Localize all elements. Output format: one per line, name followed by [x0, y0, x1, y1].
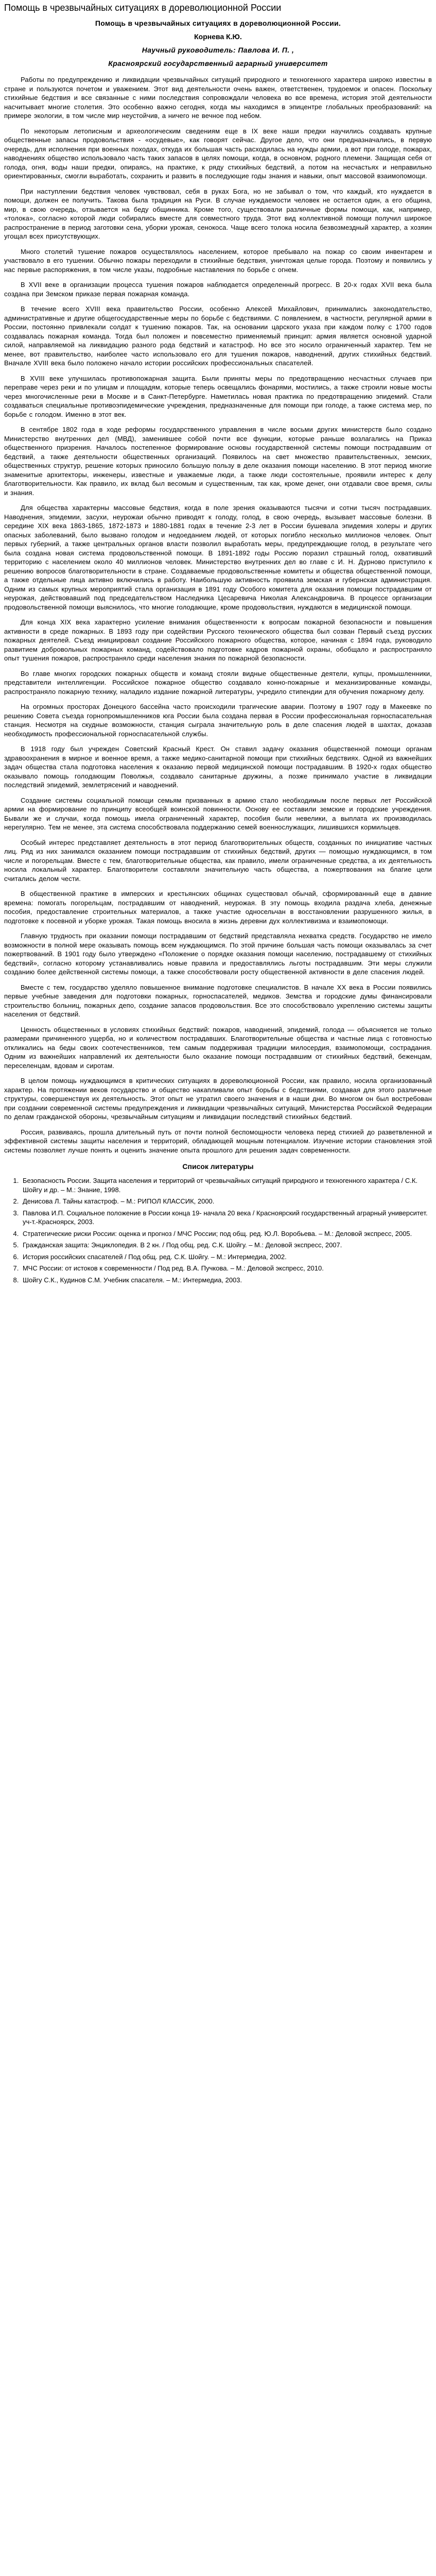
- reference-item: 2. Денисова Л. Тайны катастроф. – М.: РИПОЛ КЛАССИК, 2000.: [21, 1197, 432, 1206]
- body-paragraph: Создание системы социальной помощи семьям призванных в армию стало необходимым после первых лет Российской армии на формирование по принципу всеобщей воинской повинности. Основу ее составили земские и городские учреждения. Бывали же и случаи, когда помощь имела ограниченный характер, пособия были невелики, а выплата их производилась нерегулярно. Тем не менее, эта система способствовала поддержанию семей военнослужащих, лишившихся кормильцев.: [4, 796, 432, 831]
- body-paragraph: Вместе с тем, государство уделяло повышенное внимание подготовке специалистов. В начале XX века в России появились первые учебные заведения для подготовки пожарных, горноспасателей, медиков. Земства и городские думы финансировали строительство больниц, пожарных депо, создание запасов продовольствия. Все это способствовало укреплению системы защиты населения от бедствий.: [4, 983, 432, 1018]
- body-paragraph: При наступлении бедствия человек чувствовал, себя в руках Бога, но не забывал о том, что каждый, кто нуждается в помощи, должен ее получить. Такова была традиция на Руси. В случае нуждаемости человек не остается один, а его община, мир, в свою очередь, отзывается на беду общинника. Кроме того, существовали различные формы помощи, как, например, «толока», согласно которой люди собирались вместе для совместного труда. Этот вид коллективной помощи получил широкое распространение в период заготовки сена, уборки урожая, сенокоса. Чаще всего толока носила безвозмездный характер, а хозяин угощал всех присутствующих.: [4, 187, 432, 240]
- body-paragraph: В общественной практике в имперских и крестьянских общинах существовал обычай, сформированный еще в давние времена: помогать погорельцам, пострадавшим от наводнений, неурожая. В эту помощь входила раздача хлеба, денежные пособия, предоставление строительных материалов, а также участие односельчан в восстановлении разрушенного жилья, в подготовке к посевной и уборке урожая. Такая помощь вносила в жизнь деревни дух коллективизма и взаимопомощи.: [4, 890, 432, 925]
- article-subtitle: Помощь в чрезвычайных ситуациях в дореволюционной России.: [95, 19, 341, 27]
- body-paragraph: Во главе многих городских пожарных обществ и команд стояли видные общественные деятели, купцы, промышленники, представители интеллигенции. Российское пожарное общество создавало конно-пожарные и механизированные команды, распространяло пожарную технику, наладило издание пожарной литературы, учредило стипендии для обучения пожарному делу.: [4, 669, 432, 696]
- body-paragraph: Россия, развиваясь, прошла длительный путь от почти полной беспомощности человека перед стихией до разветвленной и эффективной системы защиты населения и территорий, обладающей мощным потенциалом. Изучение истории становления этой системы позволяет лучше понять и оценить значение опыта прошлого для решения задач современности.: [4, 1128, 432, 1154]
- body-paragraph: В XVII веке в организации процесса тушения пожаров наблюдается определенный прогресс. В 20-х годах XVII века была создана при Земском приказе первая пожарная команда.: [4, 281, 432, 298]
- university-name: Красноярский государственный аграрный университет: [108, 59, 328, 67]
- author-name: Корнева К.Ю.: [194, 32, 242, 41]
- document-title: Помощь в чрезвычайных ситуациях в дореволюционной России: [4, 3, 282, 13]
- body-paragraph: Работы по предупреждению и ликвидации чрезвычайных ситуаций природного и техногенного характера широко известны в стране и пользуются почетом и уважением. Этот вид деятельности очень важен, ответственен, трудоемок и опасен. Поскольку стихийные бедствия и все связанные с ними последствия сопровождали человека во все времена, история этой деятельности насчитывает многие столетия. Это особенно важно сегодня, когда мы находимся в эпицентре глобальных преобразований: на примере экологии, в том числе мир неустойчив, а ничего не вечное под небом.: [4, 76, 432, 120]
- body-paragraph: На огромных просторах Донецкого бассейна часто происходили трагические аварии. Поэтому в 1907 году в Макеевке по решению Совета съезда горнопромышленников юга России была создана первая в России профессиональная горноспасательная станция. Несмотря на скудные возможности, станция сыграла значительную роль в деле спасения людей в шахтах, доказав необходимость профессиональной горноспасательной службы.: [4, 703, 432, 738]
- body-paragraph: Много столетий тушение пожаров осуществлялось населением, которое пребывало на пожар со своим инвентарем и участвовало в его тушении. Обычно пожары переходили в стихийные бедствия, уничтожая целые города. Поэтому и появились у нас первые распоряжения, в том числе указы, подробные наставления по борьбе с огнем.: [4, 247, 432, 274]
- reference-item: 7. МЧС России: от истоков к современности / Под ред. В.А. Пучкова. – М.: Деловой экспресс, 2010.: [21, 1264, 432, 1273]
- body-paragraph: В целом помощь нуждающимся в критических ситуациях в дореволюционной России, как правило, носила организованный характер. На протяжении веков государство и общество накапливали опыт борьбы с бедствиями, создавая для этого различные структуры, совершенствуя их деятельность. Этот опыт не утратил своего значения и в наши дни. Во многом он был востребован при создании современной системы предупреждения и ликвидации чрезвычайных ситуаций, Министерства Российской Федерации по делам гражданской обороны, чрезвычайным ситуациям и ликвидации последствий стихийных бедствий.: [4, 1077, 432, 1121]
- reference-item: 6. История российских спасателей / Под общ. ред. С.К. Шойгу. – М.: Интермедиа, 2002.: [21, 1252, 432, 1262]
- body-paragraph: Главную трудность при оказании помощи пострадавшим от бедствий представляла нехватка средств. Государство не имело возможности в полной мере оказывать помощь всем нуждающимся. По этой причине большая часть помощи оказывалась за счет пожертвований. В 1901 году было утверждено «Положение о порядке оказания помощи населению, пострадавшему от стихийных бедствий», согласно которому устанавливались новые правила и предоставлялись льготы пострадавшим. Эти меры служили созданию более действенной системы помощи, а также способствовали росту общественной активности в деле спасения людей.: [4, 932, 432, 976]
- reference-item: 3. Павлова И.П. Социальное положение в России конца 19- начала 20 века / Красноярский государственный аграрный университет. уч-т.-Красноярск, 2003.: [21, 1209, 432, 1227]
- reference-item: 1. Безопасность России. Защита населения и территорий от чрезвычайных ситуаций природного и техногенного характера / С.К. Шойгу и др. – М.: Знание, 1998.: [21, 1176, 432, 1194]
- body-paragraph: В 1918 году был учрежден Советский Красный Крест. Он ставил задачу оказания общественной помощи органам здравоохранения в мирное и военное время, а также медико-санитарной помощи при стихийных бедствиях. Одной из важнейших задач общества стала подготовка населения к оказанию первой медицинской помощи пострадавшим. В 1920-х годах общество оказывало помощь голодающим Поволжья, создавало санитарные дружины, а позже принимало участие в ликвидации последствий эпидемий, землетрясений и наводнений.: [4, 745, 432, 789]
- body-paragraph: Для конца XIX века характерно усиление внимания общественности к вопросам пожарной безопасности и повышения активности в среде пожарных. В 1893 году при содействии Русского технического общества был созван Первый съезд русских пожарных деятелей. Съезд инициировал создание Российского пожарного общества, которое, начиная с 1894 года, руководило развитием добровольных пожарных команд, содействовало подготовке кадров пожарной охраны, обобщало и распространяло опыт тушения пожаров, распространяло среди населения знания по пожарной безопасности.: [4, 618, 432, 662]
- body-paragraph: Для общества характерны массовые бедствия, когда в поле зрения оказываются тысячи и сотни тысяч пострадавших. Наводнения, эпидемии, засухи, неурожаи обычно приводят к голоду, голод, в свою очередь, вызывает массовые болезни. В середине XIX века 1863-1865, 1872-1873 и 1880-1881 годах в течение 2-3 лет в России бушевала эпидемия холеры и других опасных заболеваний, было вызвано голодом и недоеданием людей, от которых погибло несколько миллионов человек. Опыт первых губерний, а также центральных органов власти позволил выработать меры, предупреждающие голод, в результате чего была создана новая система продовольственной помощи. В 1891-1892 годы Россию поразил страшный голод, охвативший территорию с населением около 40 миллионов человек. Министерство внутренних дел во главе с И. Н. Дурново приступило к решению вопросов благотворительности в стране. Создаваемые продовольственные комитеты и общества общественной помощи, а также отдельные лица активно включились в работу. Наибольшую активность проявила земская и губернская администрация. Одним из самых крупных мероприятий стала организация в 1891 году Особого комитета для оказания помощи пострадавшим от неурожая, действовавший под председательством Наследника Цесаревича Николая Александровича. В процессе организации продовольственной помощи выяснилось, что многие голодающие, кроме продовольствия, нуждаются в медицинской помощи.: [4, 504, 432, 611]
- body-paragraph: В XVIII веке улучшилась противопожарная защита. Были приняты меры по предотвращению несчастных случаев при переправе через реки и по улицам и площадям, которые теперь освещались фонарями, мостились, а также строили новые мосты через многочисленные реки в Москве и в Санкт-Петербурге. Наметилась новая практика по предотвращению эпидемий. Стали создаваться специальные противоэпидемические учреждения, предназначенные для помощи при голоде, а также система мер, по борьбе с голодом. Именно в этот век.: [4, 374, 432, 418]
- body-paragraph: По некоторым летописным и археологическим сведениям еще в IX веке наши предки научились создавать крупные общественные запасы продовольствия - «осудевые», как говорят сейчас. Другое дело, что они предназначались, в первую очередь, для исполнения при военных походах, откуда их большая часть расходилась на нужды армии, а вот при голоде, пожарах, наводнениях общество использовало часть таких запасов в целях помощи, когда, в основном, родного племени. Защищая себя от голода, огня, воды наши предки, опираясь, на практике, к ряду стихийных бедствий, а потом на несчастьях и неправильно ориентированных, смогли выработать, сохранить и развить в последующие годы знания и навыки, опыт массовой взаимопомощи.: [4, 127, 432, 180]
- references-heading: Список литературы: [182, 1162, 254, 1171]
- body-paragraph: Ценность общественных в условиях стихийных бедствий: пожаров, наводнений, эпидемий, голода — объясняется не только размерами причиненного ущерба, но и количеством пострадавших. Благотворительные общества и частные лица с готовностью откликались на беды своих соотечественников, тем самым поддерживая традиции милосердия, взаимопомощи, сострадания. Одним из важнейших направлений их деятельности было оказание помощи пострадавшим от стихийных бедствий, беженцам, переселенцам, вдовам и сиротам.: [4, 1025, 432, 1070]
- references-list: [4, 1176, 432, 1284]
- supervisor-line: Научный руководитель: Павлова И. П. ,: [142, 46, 294, 54]
- reference-item: 8. Шойгу С.К., Кудинов С.М. Учебник спасателя. – М.: Интермедиа, 2003.: [21, 1276, 432, 1285]
- body-paragraph: В течение всего XVIII века правительство России, особенно Алексей Михайлович, принимались законодательство, административные и другие общегосударственные меры по борьбе с бедствиями. С появлением, в частности, регулярной армии в России, постоянно привлекали солдат к тушению пожаров. Так, на основании царского указа при каждом полку с 1700 годов создавалась пожарная команда. Тогда был положен и повсеместно применяемый принцип: армия является основной ударной силой, направляемой на ликвидацию разного рода бедствий и катастроф. Но все это носило ограниченный характер. Тем не менее, вот правительство, наиболее часто использовало его для тушения пожаров, наводнений, других стихийных бедствий. Вначале XVIII века было положено начало истории российских профессиональных спасателей.: [4, 305, 432, 367]
- article-body: [4, 75, 432, 1155]
- body-paragraph: В сентябре 1802 года в ходе реформы государственного управления в числе восьми других министерств было создано Министерство внутренних дел (МВД), заменившее собой почти все функции, которые раньше возлагались на Приказ общественного призрения. Началось постепенное формирование основы государственной системы помощи пострадавшим от бедствий, а также деятельности общественных организаций. Появилось на свет множество правительственных, земских, общественных структур, решение которых приносило большую пользу в деле оказания помощи населению. В этот период многие знаменитые архитекторы, инженеры, известные и уважаемые люди, а также люди состоятельные, проявили интерес к делу благотворительности. Как правило, их вклад был весомым и существенным, так как, кроме денег, они отдавали свое время, силы и знания.: [4, 426, 432, 497]
- body-paragraph: Особый интерес представляет деятельность в этот период благотворительных обществ, созданных по инициативе частных лиц. Ряд из них занимался оказанием помощи пострадавшим от стихийных бедствий, других — помощью нуждающимся, в том числе и погорельцам. Вместе с тем, благотворительные общества, как правило, имели ограниченные средства, а их деятельность носила локальный характер. Благотворители составляли значительную часть общества, а пожертвования на благие цели считались делом чести.: [4, 838, 432, 883]
- reference-item: 5. Гражданская защита: Энциклопедия. В 2 кн. / Под общ. ред. С.К. Шойгу. – М.: Деловой экспресс, 2007.: [21, 1241, 432, 1250]
- reference-item: 4. Стратегические риски России: оценка и прогноз / МЧС России; под общ. ред. Ю.Л. Воробьева. – М.: Деловой экспресс, 2005.: [21, 1229, 432, 1239]
